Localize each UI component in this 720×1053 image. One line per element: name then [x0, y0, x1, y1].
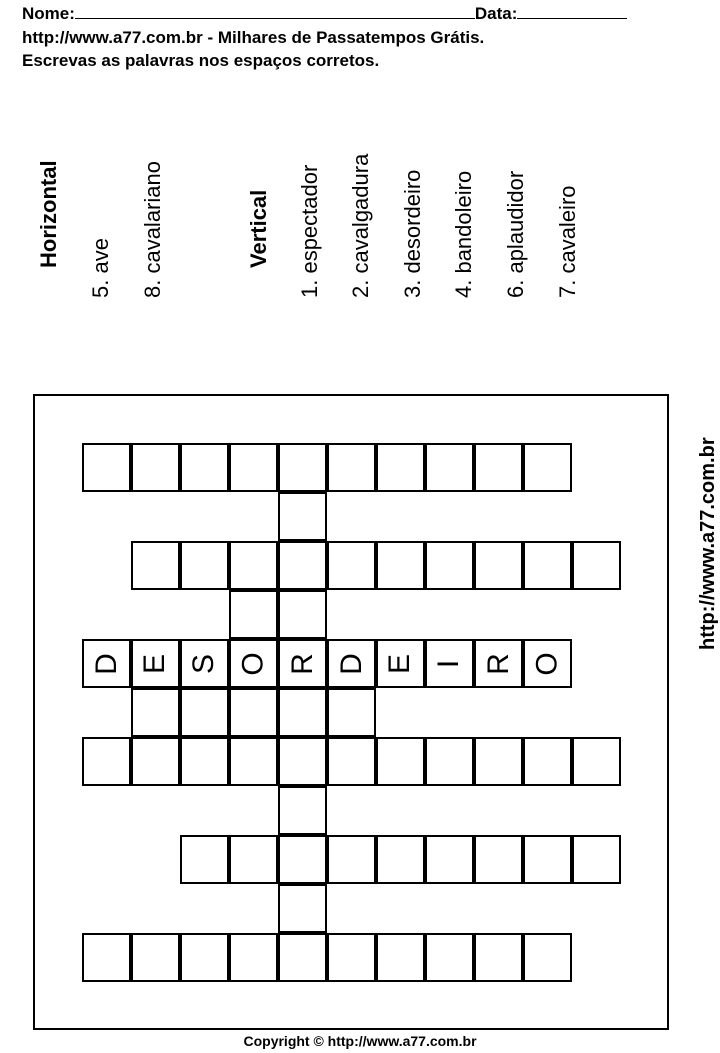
vertical-clue: 2. cavalgadura — [348, 153, 373, 298]
grid-cell[interactable] — [131, 737, 180, 786]
grid-cell[interactable] — [278, 737, 327, 786]
grid-cell[interactable] — [327, 688, 376, 737]
grid-cell[interactable] — [327, 737, 376, 786]
grid-cell[interactable] — [523, 443, 572, 492]
grid-cell[interactable] — [327, 835, 376, 884]
vertical-clue: 6. aplaudidor — [503, 170, 528, 298]
grid-cell[interactable] — [327, 933, 376, 982]
date-field[interactable] — [517, 4, 627, 19]
grid-letter: R — [481, 652, 515, 675]
grid-letter: D — [334, 652, 368, 675]
grid-cell[interactable] — [82, 737, 131, 786]
grid-cell[interactable] — [425, 933, 474, 982]
grid-cell[interactable] — [278, 835, 327, 884]
grid-cell[interactable] — [229, 590, 278, 639]
grid-letter: E — [383, 653, 417, 674]
grid-cell[interactable] — [376, 541, 425, 590]
horizontal-title: Horizontal — [36, 160, 61, 268]
grid-cell[interactable] — [82, 933, 131, 982]
grid-cell[interactable] — [376, 933, 425, 982]
grid-letter: O — [236, 651, 270, 676]
grid-cell[interactable] — [474, 443, 523, 492]
grid-cell[interactable] — [474, 835, 523, 884]
grid-cell[interactable] — [180, 688, 229, 737]
vertical-title: Vertical — [246, 189, 271, 268]
name-label: Nome: — [22, 4, 75, 23]
grid-cell[interactable] — [572, 835, 621, 884]
grid-cell[interactable] — [180, 835, 229, 884]
grid-cell-filled[interactable] — [425, 639, 474, 688]
copyright: Copyright © http://www.a77.com.br — [243, 1033, 477, 1049]
horizontal-clue: 5. ave — [88, 238, 113, 298]
grid-cell[interactable] — [278, 443, 327, 492]
grid-cell[interactable] — [131, 443, 180, 492]
grid-cell-filled[interactable] — [376, 639, 425, 688]
date-label: Data: — [474, 4, 518, 23]
grid-cell[interactable] — [131, 933, 180, 982]
grid-cell[interactable] — [425, 835, 474, 884]
grid-cell-filled[interactable] — [131, 639, 180, 688]
grid-cell[interactable] — [523, 541, 572, 590]
grid-letter: S — [187, 653, 221, 674]
side-url — [697, 437, 720, 650]
grid-cell[interactable] — [131, 541, 180, 590]
grid-cell-filled[interactable] — [180, 639, 229, 688]
grid-letter: E — [138, 653, 172, 674]
vertical-clue: 4. bandoleiro — [451, 170, 476, 298]
name-date-line — [22, 4, 627, 24]
grid-letter: R — [285, 652, 319, 675]
side-url-text: http://www.a77.com.br — [697, 437, 719, 650]
grid-cell[interactable] — [523, 737, 572, 786]
grid-cell[interactable] — [278, 884, 327, 933]
grid-cell-filled[interactable] — [278, 639, 327, 688]
instructions: Escrevas as palavras nos espaços corretos. — [22, 51, 380, 70]
grid-cell[interactable] — [572, 541, 621, 590]
vertical-clue: 7. cavaleiro — [555, 185, 580, 298]
grid-cell[interactable] — [229, 443, 278, 492]
grid-cell-filled[interactable] — [229, 639, 278, 688]
grid-cell[interactable] — [425, 443, 474, 492]
grid-cell[interactable] — [180, 737, 229, 786]
grid-cell[interactable] — [229, 933, 278, 982]
grid-cell[interactable] — [180, 933, 229, 982]
grid-cell[interactable] — [278, 541, 327, 590]
grid-letter: O — [530, 651, 564, 676]
grid-cell[interactable] — [376, 835, 425, 884]
grid-cell[interactable] — [474, 933, 523, 982]
grid-cell[interactable] — [474, 737, 523, 786]
grid-cell-filled[interactable] — [82, 639, 131, 688]
grid-cell[interactable] — [180, 541, 229, 590]
site-line: http://www.a77.com.br - Milhares de Passatempos Grátis. — [22, 28, 485, 47]
grid-cell[interactable] — [229, 541, 278, 590]
grid-cell[interactable] — [327, 443, 376, 492]
grid-cell[interactable] — [229, 835, 278, 884]
grid-cell-filled[interactable] — [523, 639, 572, 688]
grid-cell[interactable] — [376, 737, 425, 786]
vertical-clue: 3. desordeiro — [400, 169, 425, 298]
grid-cell[interactable] — [278, 786, 327, 835]
vertical-clue: 1. espectador — [297, 164, 322, 298]
grid-cell[interactable] — [229, 737, 278, 786]
grid-cell[interactable] — [278, 492, 327, 541]
grid-cell[interactable] — [278, 688, 327, 737]
grid-cell[interactable] — [82, 443, 131, 492]
grid-cell[interactable] — [523, 933, 572, 982]
name-field[interactable] — [75, 4, 475, 19]
grid-letter: I — [432, 659, 466, 668]
grid-cell[interactable] — [131, 688, 180, 737]
grid-cell[interactable] — [278, 933, 327, 982]
grid-cell[interactable] — [278, 590, 327, 639]
grid-cell[interactable] — [425, 541, 474, 590]
grid-cell[interactable] — [523, 835, 572, 884]
grid-cell[interactable] — [425, 737, 474, 786]
grid-cell-filled[interactable] — [327, 639, 376, 688]
grid-cell[interactable] — [474, 541, 523, 590]
grid-cell-filled[interactable] — [474, 639, 523, 688]
grid-cell[interactable] — [229, 688, 278, 737]
grid-cell[interactable] — [572, 737, 621, 786]
grid-cell[interactable] — [327, 541, 376, 590]
grid-letter: D — [89, 652, 123, 675]
grid-cell[interactable] — [376, 443, 425, 492]
grid-cell[interactable] — [180, 443, 229, 492]
horizontal-clue: 8. cavalariano — [140, 161, 165, 298]
